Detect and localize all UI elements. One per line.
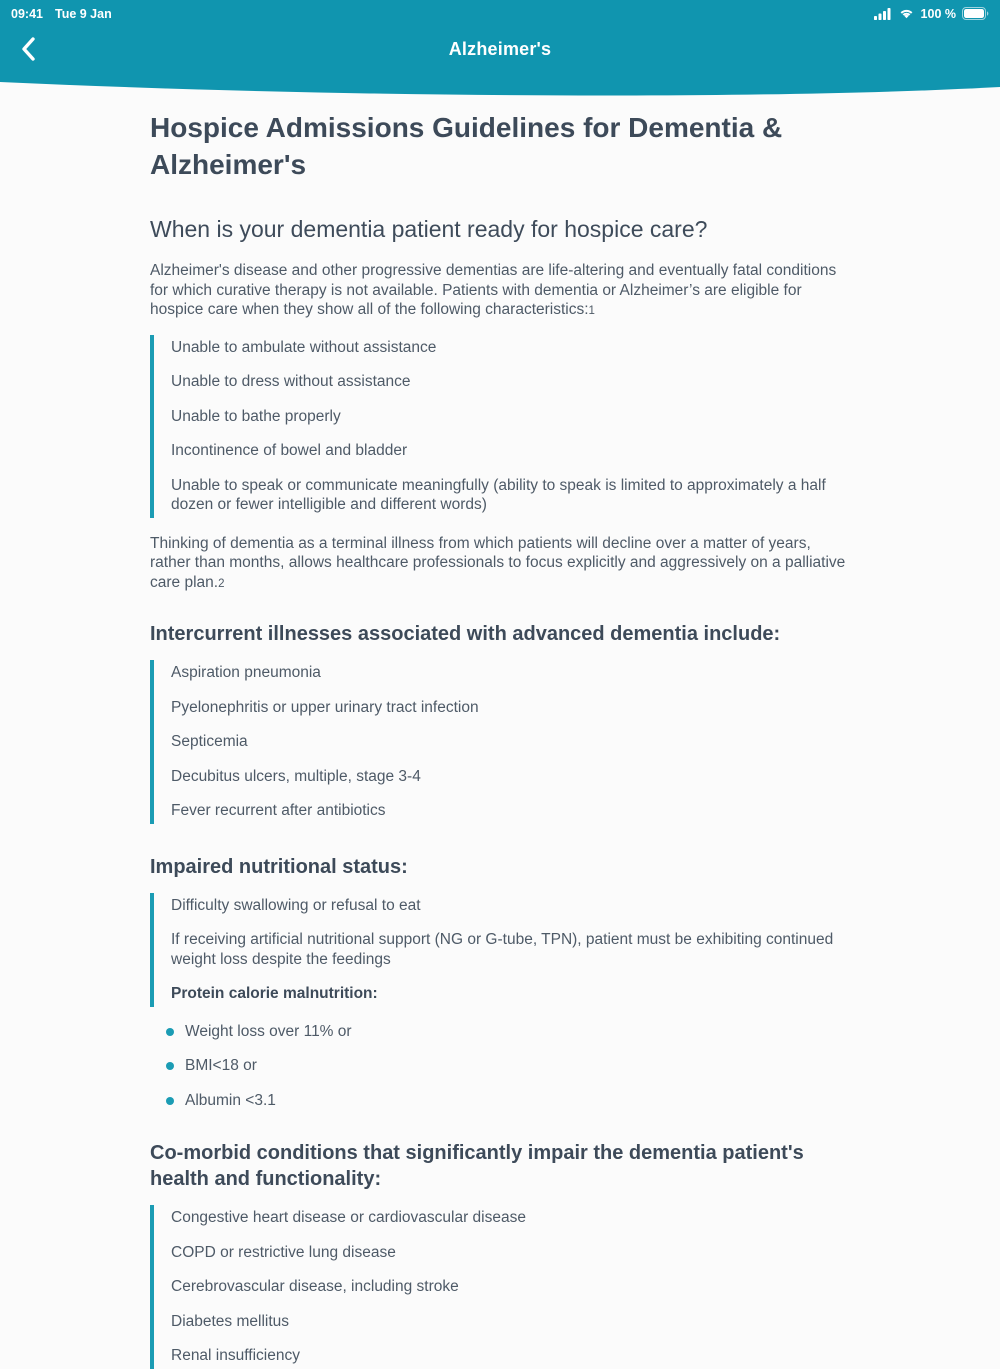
page-title: Hospice Admissions Guidelines for Dementia & Alzheimer's — [150, 112, 783, 180]
nav-bar — [0, 25, 1000, 73]
bullet-text: Weight loss over 11% or — [185, 1022, 352, 1040]
illnesses-heading: Intercurrent illnesses associated with advanced dementia include: — [150, 623, 781, 645]
intro-text: Alzheimer's disease and other progressive dementias are life-altering and eventually fatal conditions for which curative therapy is not available. Patients with dementia or Alzheimer’s are eligible for hospice care when they show all of the following characteristics: — [150, 262, 837, 318]
footnote-ref-1[interactable]: 1 — [588, 305, 595, 317]
list-item: Septicemia — [171, 733, 248, 750]
bullet-item — [166, 1091, 850, 1111]
status-right — [874, 7, 989, 21]
list-item: Diabetes mellitus — [171, 1312, 290, 1330]
list-item: Aspiration pneumonia — [171, 664, 321, 681]
bullet-dot-icon — [166, 1097, 174, 1105]
chevron-left-icon — [20, 36, 36, 62]
app-header — [0, 0, 1000, 104]
criteria-list — [150, 335, 850, 518]
list-item: Unable to dress without assistance — [171, 373, 411, 390]
terminal-text: Thinking of dementia as a terminal illness from which patients will decline over a matter of years, rather than months, allows healthcare professionals to focus explicitly and aggressively on a palliative care plan. — [150, 534, 846, 591]
nutrition-list — [150, 893, 850, 1007]
list-item: Renal insufficiency — [171, 1347, 300, 1364]
bullet-item — [166, 1022, 850, 1042]
list-item: Unable to ambulate without assistance — [171, 338, 437, 356]
list-item: Unable to bathe properly — [171, 407, 341, 425]
status-time: 09:41 — [11, 6, 43, 21]
back-button[interactable] — [10, 31, 46, 67]
nutrition-heading: Impaired nutritional status: — [150, 855, 408, 878]
malnutrition-bullet-list — [150, 1022, 850, 1111]
bullet-dot-icon — [166, 1062, 174, 1070]
bullet-text: Albumin <3.1 — [185, 1091, 276, 1109]
list-item: Unable to speak or communicate meaningfully (ability to speak is limited to approximately a half dozen or fewer intelligible and different words) — [171, 476, 826, 513]
list-item: Decubitus ulcers, multiple, stage 3-4 — [171, 767, 421, 785]
page-subtitle: When is your dementia patient ready for hospice care? — [150, 216, 708, 242]
list-item: Fever recurrent after antibiotics — [171, 802, 386, 819]
status-left — [11, 7, 112, 21]
battery-icon — [962, 7, 989, 20]
illnesses-list — [150, 660, 850, 824]
comorbid-list — [150, 1205, 850, 1369]
article-content — [150, 104, 850, 1369]
list-item: COPD or restrictive lung disease — [171, 1243, 396, 1261]
list-item-bold: Protein calorie malnutrition: — [171, 985, 378, 1002]
battery-percent-label: 100 % — [920, 6, 956, 21]
status-bar — [0, 0, 1000, 25]
list-item: If receiving artificial nutritional support (NG or G-tube, TPN), patient must be exhibiting continued weight loss despite the feedings — [171, 931, 834, 968]
bullet-text: BMI<18 or — [185, 1057, 257, 1074]
cellular-signal-icon — [874, 8, 892, 20]
wifi-icon — [898, 8, 915, 20]
comorbid-heading: Co-morbid conditions that significantly impair the dementia patient's health and functionality: — [150, 1142, 804, 1190]
list-item: Pyelonephritis or upper urinary tract infection — [171, 698, 479, 716]
terminal-paragraph — [150, 534, 850, 595]
list-item: Difficulty swallowing or refusal to eat — [171, 896, 421, 914]
bullet-dot-icon — [166, 1028, 174, 1036]
footnote-ref-2[interactable]: 2 — [218, 577, 225, 590]
status-date: Tue 9 Jan — [54, 6, 112, 21]
list-item: Congestive heart disease or cardiovascular disease — [171, 1209, 526, 1226]
intro-paragraph — [150, 261, 850, 322]
list-item: Incontinence of bowel and bladder — [171, 442, 408, 459]
list-item: Cerebrovascular disease, including stroke — [171, 1278, 459, 1295]
nav-title: Alzheimer's — [448, 38, 552, 59]
bullet-item — [166, 1056, 850, 1076]
